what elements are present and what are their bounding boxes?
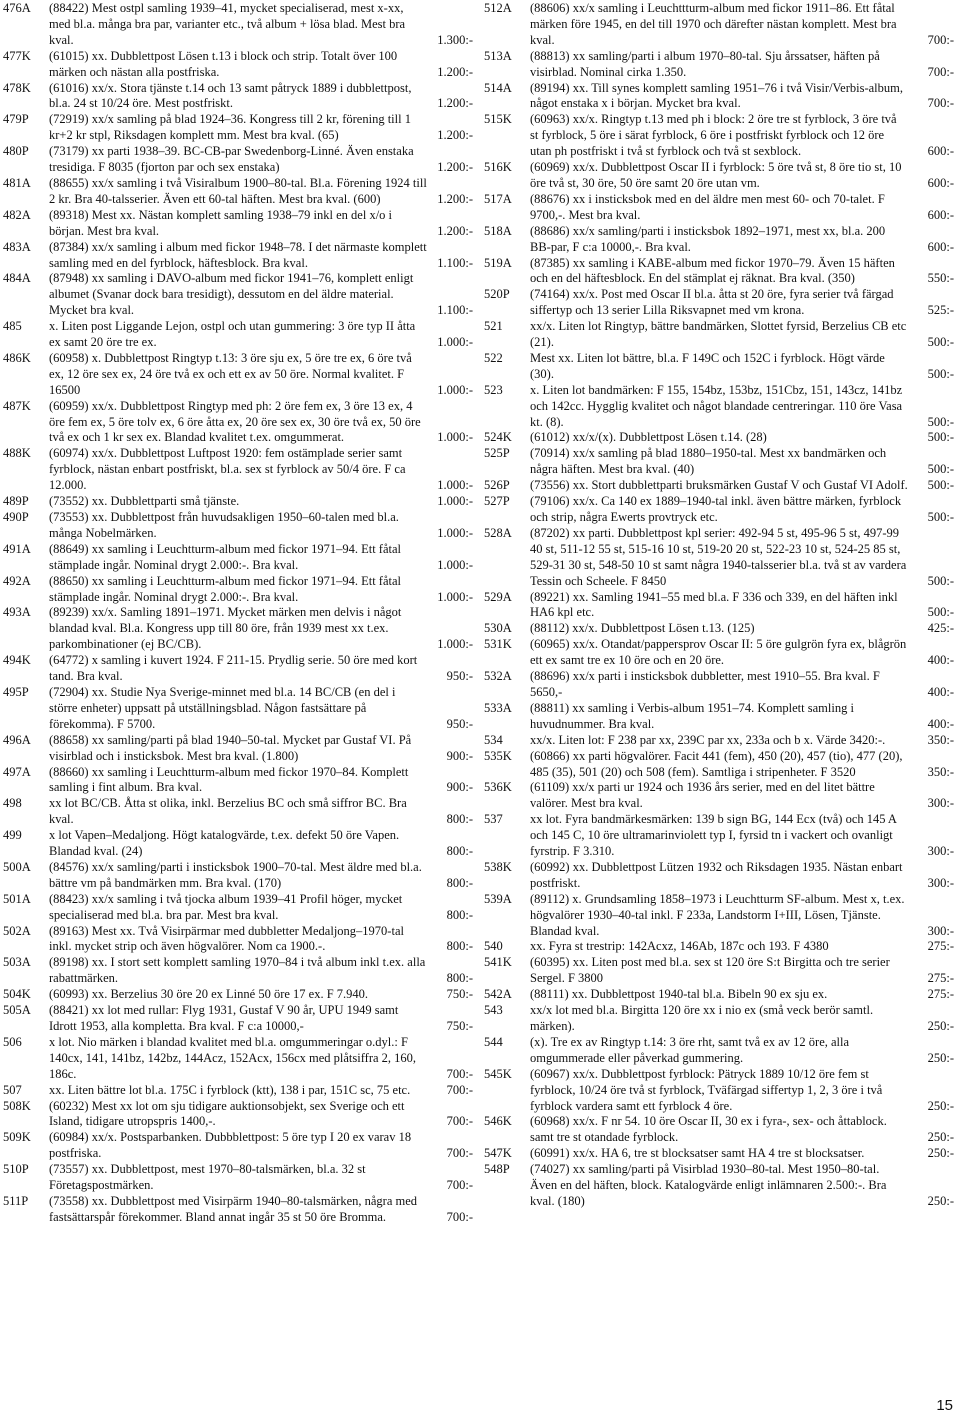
lot-entry <box>3 1162 473 1194</box>
lot-number: 487K <box>3 398 31 413</box>
lot-price: 300:- <box>927 796 954 811</box>
lot-entry <box>484 526 954 590</box>
lot-price: 750:- <box>446 987 473 1002</box>
lot-description: (64772) x samling i kuvert 1924. F 211-15. Prydlig serie. 50 öre med kort tand. Bra kval. <box>49 653 418 684</box>
lot-number: 511P <box>3 1193 29 1208</box>
lot-description: (88660) xx samling i Leuchtturm-album med fickor 1970–84. Komplett samling i fint album. Bra kval. <box>49 764 409 795</box>
lot-number: 491A <box>3 541 31 556</box>
lot-price: 1.000:- <box>437 335 473 350</box>
lot-price: 500:- <box>927 414 954 429</box>
lot-entry <box>484 637 954 669</box>
lot-entry <box>484 812 954 860</box>
lot-description: (60969) xx/x. Dubblettpost Oscar II i fyrblock: 5 öre två st, 8 öre tio st, 10 öre två st, 30 öre, 50 öre samt 20 öre utan vm. <box>530 160 902 190</box>
lot-price: 700:- <box>446 1178 473 1193</box>
lot-description: (60963) xx/x. Ringtyp t.13 med ph i block: 2 öre tre st fyrblock, 3 öre två st fyrblock, 5 öre i särat fyrblock, 6 öre i postfriskt fyrblock och 12 öre utan ph postfriskt i två st fyrblock och två st sexblock. <box>530 112 897 159</box>
lot-price: 250:- <box>927 1050 954 1065</box>
lot-price: 425:- <box>927 621 954 636</box>
lot-number: 538K <box>484 859 512 874</box>
lot-number: 480P <box>3 144 29 159</box>
lot-description: (60395) xx. Liten post med bl.a. sex st 120 öre S:t Birgitta och tre serier Sergel. F 3800 <box>530 955 890 986</box>
lot-number: 539A <box>484 891 512 906</box>
lot-price: 400:- <box>927 716 954 731</box>
lot-entry <box>3 240 473 272</box>
lot-entry <box>3 828 473 860</box>
lot-price: 1.000:- <box>437 382 473 397</box>
lot-price: 600:- <box>927 144 954 159</box>
lot-entry <box>3 987 473 1003</box>
lot-number: 541K <box>484 955 512 970</box>
lot-price: 1.200:- <box>437 96 473 111</box>
lot-price: 700:- <box>927 64 954 79</box>
lot-number: 526P <box>484 478 510 493</box>
lot-description: (60232) Mest xx lot om sju tidigare auktionsobjekt, sex Sverige och ett Island, tidigare utropspris 1400,-. <box>49 1098 405 1129</box>
lot-price: 500:- <box>927 478 954 493</box>
lot-number: 544 <box>484 1034 503 1049</box>
lot-description: (89194) xx. Till synes komplett samling 1951–76 i två Visir/Verbis-album, något enstaka x i början. Mycket bra kval. <box>530 80 903 111</box>
lot-number: 501A <box>3 891 31 906</box>
lot-price: 1.000:- <box>437 589 473 604</box>
lot-entry <box>3 796 473 828</box>
lot-price: 700:- <box>927 96 954 111</box>
lot-number: 515K <box>484 112 512 127</box>
lot-entry <box>3 1035 473 1083</box>
lot-price: 1.200:- <box>437 191 473 206</box>
lot-price: 1.200:- <box>437 128 473 143</box>
lot-price: 750:- <box>446 1019 473 1033</box>
lot-number: 524K <box>484 430 512 445</box>
lot-description: xx/x lot med bl.a. Birgitta 120 öre xx i nio ex (små veck berör samtl. märken). <box>530 1003 874 1033</box>
lot-description: (88696) xx/x parti i insticksbok dubbletter, mest 1910–55. Bra kval. F 5650,- <box>530 669 880 699</box>
lot-price: 950:- <box>446 716 473 731</box>
lot-description: (89112) x. Grundsamling 1858–1973 i Leuchtturm SF-album. Mest x, t.ex. högvalörer 1930–40-tal inkl. F 233a, Landstorm I+III, Lösen, Tjänste. Blandad kval. <box>530 891 905 938</box>
lot-entry <box>3 1083 473 1099</box>
lot-number: 536K <box>484 780 512 795</box>
lot-number: 510P <box>3 1162 29 1177</box>
lot-number: 485 <box>3 319 22 334</box>
lot-description: (61016) xx/x. Stora tjänste t.14 och 13 samt påtryck 1889 i dubblettpost, bl.a. 24 st 10/24 öre. Mest postfriskt. <box>49 80 412 111</box>
lot-price: 600:- <box>927 239 954 254</box>
lot-entry <box>3 892 473 924</box>
lot-description: (60992) xx. Dubblettpost Lützen 1932 och Riksdagen 1935. Nästan enbart postfriskt. <box>530 859 903 890</box>
lot-price: 250:- <box>927 1146 954 1161</box>
lot-description: (60958) x. Dubblettpost Ringtyp t.13: 3 öre sju ex, 5 öre tre ex, 6 öre två ex, 12 öre sex ex, 24 öre två ex och ett ex av 50 öre. Normal kvalitet. F 16500 <box>49 350 412 397</box>
lot-price: 500:- <box>927 605 954 620</box>
lot-entry <box>484 494 954 526</box>
lot-number: 521 <box>484 319 503 334</box>
lot-entry <box>3 685 473 733</box>
lot-entry <box>484 192 954 224</box>
lot-price: 700:- <box>927 32 954 47</box>
lot-entry <box>484 1003 954 1035</box>
lot-number: 507 <box>3 1082 22 1097</box>
lot-price: 500:- <box>927 573 954 588</box>
lot-price: 600:- <box>927 175 954 190</box>
lot-entry <box>484 939 954 955</box>
lot-price: 275:- <box>927 987 954 1002</box>
lot-description: (74164) xx/x. Post med Oscar II bl.a. åtta st 20 öre, fyra serier två färgad siffertyp och 13 serier Lilla Riksvapnet med vm krona. <box>530 287 894 318</box>
lot-price: 1.200:- <box>437 160 473 175</box>
lot-price: 275:- <box>927 971 954 986</box>
lot-number: 543 <box>484 1003 503 1018</box>
lot-entry <box>3 1130 473 1162</box>
lot-number: 484A <box>3 271 31 286</box>
lot-description: (89318) Mest xx. Nästan komplett samling 1938–79 inkl en del x/o i början. Mest bra kval. <box>49 207 393 238</box>
lot-price: 1.000:- <box>437 478 473 493</box>
lot-entry <box>3 1 473 49</box>
lot-price: 1.000:- <box>437 557 473 572</box>
lot-entry <box>484 319 954 351</box>
lot-entry <box>484 446 954 478</box>
lot-price: 500:- <box>927 510 954 524</box>
lot-price: 1.100:- <box>437 303 473 318</box>
lot-entry <box>484 49 954 81</box>
lot-description: (88422) Mest ostpl samling 1939–41, mycket specialiserad, mest x-xx, med bl.a. många bra par, varianter etc., två album + lösa blad. Mest bra kval. <box>49 1 406 47</box>
lot-number: 478K <box>3 80 31 95</box>
lot-number: 482A <box>3 207 31 222</box>
lot-number: 498 <box>3 796 22 811</box>
lot-entry <box>484 749 954 781</box>
lot-number: 534 <box>484 732 503 747</box>
lot-entry <box>3 49 473 81</box>
lot-description: (88649) xx samling i Leuchtturm-album med fickor 1971–94. Ett fåtal stämplade ingår. Nominal drygt 2.000:-. Bra kval. <box>49 541 402 572</box>
lot-price: 700:- <box>446 1209 473 1224</box>
lot-entry <box>484 81 954 113</box>
lot-description: (60993) xx. Berzelius 30 öre 20 ex Linné 50 öre 17 ex. F 7.940. <box>49 987 369 1002</box>
lot-entry <box>3 1194 473 1226</box>
lot-number: 514A <box>484 80 512 95</box>
lot-price: 550:- <box>927 271 954 286</box>
lot-entry <box>3 144 473 176</box>
lot-entry <box>484 351 954 383</box>
lot-description: xx lot. Fyra bandmärkesmärken: 139 b sign BG, 144 Ecx (två) och 145 A och 145 C, 10 öre ultramarinviolett typ I, fyrsid tn i vackert och ovanligt fyrstrip. F 3.310. <box>530 812 897 859</box>
lot-entry <box>484 987 954 1003</box>
lot-price: 300:- <box>927 875 954 890</box>
lot-number: 497A <box>3 764 31 779</box>
lot-description: (74027) xx samling/parti på Visirblad 1930–80-tal. Mest 1950–80-tal. Även en del häften, block. Katalogvärde enligt inlämnaren 2.500:-. Bra kval. (180) <box>530 1162 887 1208</box>
lot-description: (60974) xx/x. Dubblettpost Luftpost 1920: fem ostämplade serier samt fyrblock, nästan enbart postfriskt, bl.a. sex st fyrblock av 50/4 öre. F ca 12.000. <box>49 446 406 493</box>
lot-entry <box>3 1003 473 1035</box>
lot-description: (60991) xx/x. HA 6, tre st blocksatser samt HA 4 tre st blocksatser. <box>530 1146 865 1161</box>
lot-price: 250:- <box>927 1019 954 1033</box>
lot-number: 535K <box>484 748 512 763</box>
lot-number: 540 <box>484 939 503 954</box>
lot-description: xx/x. Liten lot: F 238 par xx, 239C par xx, 233a och b x. Värde 3420:-. <box>530 732 886 747</box>
lot-description: (72904) xx. Studie Nya Sverige-minnet med bl.a. 14 BC/CB (en del i större enheter) uppsatt på utställningsblad. Någon fastsättare på förekomma). F 5700. <box>49 684 396 731</box>
lot-description: (x). Tre ex av Ringtyp t.14: 3 öre rht, samt två ex av 12 öre, alla omgummerade eller påverkad gummering. <box>530 1034 850 1065</box>
lot-entry <box>484 287 954 319</box>
lot-number: 546K <box>484 1114 512 1129</box>
lot-price: 1.100:- <box>437 255 473 270</box>
lot-number: 496A <box>3 732 31 747</box>
lot-description: (88811) xx samling i Verbis-album 1951–74. Komplett samling i huvudnummer. Bra kval. <box>530 700 854 731</box>
lot-description: (60965) xx/x. Otandat/pappersprov Oscar II: 5 öre gulgrön fyra ex, blågrön ett ex samt tre ex 10 öre och en 20 öre. <box>530 637 907 668</box>
page-number: 15 <box>936 1397 953 1414</box>
lot-entry <box>484 701 954 733</box>
lot-number: 509K <box>3 1130 31 1145</box>
lot-price: 700:- <box>446 1114 473 1129</box>
lot-number: 477K <box>3 48 31 63</box>
lot-price: 250:- <box>927 1098 954 1113</box>
lot-entry <box>484 1035 954 1067</box>
lot-description: xx. Fyra st trestrip: 142Acxz, 146Ab, 187c och 193. F 4380 <box>530 939 829 954</box>
lot-entry <box>3 399 473 447</box>
lot-number: 499 <box>3 828 22 843</box>
lot-description: (60959) xx/x. Dubblettpost Ringtyp med ph: 2 öre fem ex, 3 öre 13 ex, 4 öre fem ex, 5 öre tolv ex, 6 öre åtta ex, 20 öre sex ex, 30 öre två ex, 50 öre två ex och 1 kr sex ex. Blandad kvalitet t.ex. omgummerat. <box>49 398 421 445</box>
lot-entry <box>3 1099 473 1131</box>
lot-number: 512A <box>484 1 512 15</box>
lot-entry <box>484 621 954 637</box>
lot-number: 537 <box>484 812 503 827</box>
lot-description: (73558) xx. Dubblettpost med Visirpärm 1940–80-talsmärken, några med fastsättarspår förekommer. Bland annat ingår 35 st 50 öre Bromma. <box>49 1193 418 1224</box>
lot-number: 533A <box>484 700 512 715</box>
lot-number: 525P <box>484 446 510 461</box>
lot-price: 600:- <box>927 207 954 222</box>
lot-description: xx/x. Liten lot Ringtyp, bättre bandmärken, Slottet fyrsid, Berzelius CB etc (21). <box>530 319 907 350</box>
lot-number: 528A <box>484 525 512 540</box>
lot-number: 488K <box>3 446 31 461</box>
lot-entry <box>484 1067 954 1115</box>
lot-price: 800:- <box>446 971 473 986</box>
lot-entry <box>3 733 473 765</box>
lot-number: 513A <box>484 48 512 63</box>
lot-number: 532A <box>484 669 512 684</box>
lot-number: 529A <box>484 589 512 604</box>
lot-entry <box>484 160 954 192</box>
lot-number: 502A <box>3 923 31 938</box>
lot-price: 275:- <box>927 939 954 954</box>
lot-number: 486K <box>3 350 31 365</box>
lot-description: (60968) xx/x. F nr 54. 10 öre Oscar II, 30 ex i fyra-, sex- och åttablock. samt tre st otandade fyrblock. <box>530 1114 887 1145</box>
lot-number: 522 <box>484 350 503 365</box>
lot-entry <box>484 1146 954 1162</box>
lot-entry <box>484 590 954 622</box>
lot-number: 494K <box>3 653 31 668</box>
lot-entry <box>3 271 473 319</box>
lot-price: 500:- <box>927 366 954 381</box>
lot-price: 250:- <box>927 1130 954 1145</box>
lot-number: 483A <box>3 239 31 254</box>
lot-price: 900:- <box>446 780 473 795</box>
lot-price: 800:- <box>446 812 473 827</box>
lot-price: 800:- <box>446 844 473 859</box>
lot-number: 508K <box>3 1098 31 1113</box>
lot-entry <box>3 176 473 208</box>
lot-description: (88112) xx/x. Dubblettpost Lösen t.13. (125) <box>530 621 755 636</box>
lot-number: 545K <box>484 1066 512 1081</box>
lot-number: 531K <box>484 637 512 652</box>
lot-price: 1.000:- <box>437 637 473 652</box>
lot-entry <box>3 574 473 606</box>
lot-price: 800:- <box>446 875 473 890</box>
lot-entry <box>484 955 954 987</box>
lot-description: x lot Vapen–Medaljong. Högt katalogvärde, t.ex. defekt 50 öre Vapen. Blandad kval. (24) <box>49 828 400 859</box>
lot-entry <box>484 892 954 940</box>
lot-description: (60866) xx parti högvalörer. Facit 441 (fem), 450 (20), 457 (tio), 477 (20), 485 (35), 501 (20) och 508 (fem). Samtliga i stripenheter. F 3520 <box>530 748 903 779</box>
lot-description: (88111) xx. Dubblettpost 1940-tal bl.a. Bibeln 90 ex sju ex. <box>530 987 828 1002</box>
lot-description: xx lot BC/CB. Åtta st olika, inkl. Berzelius BC och små siffror BC. Bra kval. <box>49 796 407 827</box>
lot-price: 1.000:- <box>437 494 473 509</box>
lot-entry <box>484 733 954 749</box>
lot-column-right <box>484 1 954 1210</box>
lot-description: (73552) xx. Dubblettparti små tjänste. <box>49 494 240 509</box>
lot-price: 500:- <box>927 462 954 477</box>
lot-description: (87384) xx/x samling i album med fickor 1948–78. I det närmaste komplett samling med en del fyrblock, häftesblock. Bra kval. <box>49 239 427 270</box>
lot-entry <box>484 112 954 160</box>
lot-number: 516K <box>484 160 512 175</box>
lot-entry <box>3 924 473 956</box>
lot-number: 481A <box>3 175 31 190</box>
lot-price: 350:- <box>927 764 954 779</box>
lot-description: (88606) xx/x samling i Leuchttturm-album med fickor 1911–86. Ett fåtal märken före 1945, en del till 1970 och därefter nästan komplett. Mest bra kval. <box>530 1 897 47</box>
lot-price: 800:- <box>446 907 473 922</box>
lot-entry <box>3 510 473 542</box>
lot-price: 900:- <box>446 748 473 763</box>
lot-number: 476A <box>3 1 31 15</box>
lot-description: (87202) xx parti. Dubblettpost kpl serier: 492-94 5 st, 495-96 5 st, 497-99 40 st, 511-12 55 st, 515-16 10 st, 519-20 20 st, 522-23 10 st, 524-25 85 st, 529-31 30 st, 548-50 10 st samt några 1940-talsserier bl.a. två st av vardera Tessin och Scheele. F 8450 <box>530 525 907 588</box>
lot-number: 548P <box>484 1162 510 1177</box>
lot-description: (61012) xx/x/(x). Dubblettpost Lösen t.14. (28) <box>530 430 767 445</box>
lot-number: 492A <box>3 573 31 588</box>
lot-entry <box>3 446 473 494</box>
lot-entry <box>3 542 473 574</box>
lot-entry <box>484 669 954 701</box>
lot-description: (88421) xx lot med rullar: Flyg 1931, Gustaf V 90 år, UPU 1949 samt Idrott 1953, alla kompletta. Bra kval. F c:a 10000,- <box>49 1003 399 1033</box>
lot-number: 523 <box>484 382 503 397</box>
lot-number: 530A <box>484 621 512 636</box>
lot-description: (84576) xx/x samling/parti i insticksbok 1900–70-tal. Mest äldre med bl.a. bättre vm på bandmärken mm. Bra kval. (170) <box>49 859 422 890</box>
lot-entry <box>484 478 954 494</box>
lot-description: (61015) xx. Dubblettpost Lösen t.13 i block och strip. Totalt över 100 märken och nästan alla postfriska. <box>49 48 398 79</box>
lot-price: 525:- <box>927 303 954 318</box>
lot-number: 542A <box>484 987 512 1002</box>
lot-number: 479P <box>3 112 29 127</box>
lot-description: Mest xx. Liten lot bättre, bl.a. F 149C och 152C i fyrblock. Högt värde (30). <box>530 350 885 381</box>
lot-description: (73179) xx parti 1938–39. BC-CB-par Swedenborg-Linné. Även enstaka tresidiga. F 8035 (fjorton par och sex enstaka) <box>49 144 414 175</box>
lot-number: 506 <box>3 1034 22 1049</box>
lot-entry <box>3 955 473 987</box>
lot-description: (61109) xx/x parti ur 1924 och 1936 års serier, med en del litet bättre valörer. Mest bra kval. <box>530 780 875 811</box>
lot-description: (79106) xx/x. Ca 140 ex 1889–1940-tal inkl. även bättre märken, fyrblock och strip, några Ewerts provtryck etc. <box>530 494 902 524</box>
lot-number: 504K <box>3 987 31 1002</box>
lot-entry <box>3 208 473 240</box>
lot-entry <box>3 494 473 510</box>
lot-number: 495P <box>3 684 29 699</box>
lot-description: (73553) xx. Dubblettpost från huvudsakligen 1950–60-talen med bl.a. många Nobelmärken. <box>49 510 399 540</box>
lot-entry <box>484 430 954 446</box>
lot-entry <box>484 1162 954 1210</box>
lot-entry <box>484 860 954 892</box>
lot-description: (73557) xx. Dubblettpost, mest 1970–80-talsmärken, bl.a. 32 st Företagspostmärken. <box>49 1162 366 1193</box>
lot-price: 700:- <box>446 1146 473 1161</box>
lot-price: 700:- <box>446 1066 473 1081</box>
lot-price: 800:- <box>446 939 473 954</box>
lot-number: 493A <box>3 605 31 620</box>
lot-description: (89239) xx/x. Samling 1891–1971. Mycket märken men delvis i något blandad kval. Bl.a. Kongress upp till 80 öre, från 1939 mest xx t.ex. parkombinationer (ej BC/CB). <box>49 605 402 652</box>
lot-description: (88650) xx samling i Leuchtturm-album med fickor 1971–94. Ett fåtal stämplade ingår. Nominal drygt 2.000:-. Bra kval. <box>49 573 402 604</box>
lot-number: 489P <box>3 494 29 509</box>
lot-description: (60967) xx/x. Dubblettpost fyrblock: Pätryck 1889 10/12 öre fem st fyrblock, 10/24 öre två st fyrblock, Tväfärgad siffertyp 1, 2, 3 öre i två fyrblock vardera samt ett fyrblock 4 öre. <box>530 1066 883 1113</box>
lot-price: 1.000:- <box>437 430 473 445</box>
lot-entry <box>484 1114 954 1146</box>
lot-column-left <box>3 1 473 1226</box>
lot-number: 500A <box>3 859 31 874</box>
lot-description: (88423) xx/x samling i två tjocka album 1939–41 Profil höger, mycket specialiserad med bl.a. bra par. Mest bra kval. <box>49 891 403 922</box>
lot-entry <box>484 224 954 256</box>
lot-number: 527P <box>484 494 510 509</box>
lot-description: (72919) xx/x samling på blad 1924–36. Kongress till 2 kr, förening till 1 kr+2 kr stpl, Riksdagen komplett mm. Mest bra kval. (65) <box>49 112 411 143</box>
lot-description: xx. Liten bättre lot bl.a. 175C i fyrblock (ktt), 138 i par, 151C sc, 75 etc. <box>49 1082 411 1097</box>
lot-number: 517A <box>484 191 512 206</box>
lot-entry <box>3 351 473 399</box>
lot-description: x. Liten post Liggande Lejon, ostpl och utan gummering: 3 öre typ II åtta ex samt 20 öre tre ex. <box>49 319 416 350</box>
lot-description: x lot. Nio märken i blandad kvalitet med bl.a. omgummeringar o.dyl.: F 140cx, 141, 141bz, 142bz, 144Acz, 152Acx, 156cx med plåtsiffra 2, 160, 186c. <box>49 1034 417 1081</box>
lot-price: 1.000:- <box>437 525 473 540</box>
lot-price: 400:- <box>927 684 954 699</box>
lot-entry <box>3 81 473 113</box>
lot-price: 500:- <box>927 335 954 350</box>
lot-price: 300:- <box>927 844 954 859</box>
lot-description: (87948) xx samling i DAVO-album med fickor 1941–76, komplett enligt albumet (Svanar dock bara tresidigt), dessutom en del äldre material. Mycket bra kval. <box>49 271 414 318</box>
lot-price: 250:- <box>927 1193 954 1208</box>
lot-number: 505A <box>3 1003 31 1018</box>
lot-entry <box>484 1 954 49</box>
lot-price: 1.200:- <box>437 223 473 238</box>
lot-description: (88813) xx samling/parti i album 1970–80-tal. Sju årssatser, häften på visirblad. Nominal cirka 1.350. <box>530 48 880 79</box>
lot-description: (89163) Mest xx. Två Visirpärmar med dubbletter Medaljong–1970-tal inkl. mycket strip och även högvalörer. Nom ca 1900.-. <box>49 923 404 954</box>
lot-number: 520P <box>484 287 510 302</box>
lot-description: (88658) xx samling/parti på blad 1940–50-tal. Mycket par Gustaf VI. På visirblad och i insticksbok. Mest bra kval. (1.800) <box>49 732 412 763</box>
lot-number: 518A <box>484 223 512 238</box>
lot-entry <box>3 112 473 144</box>
lot-number: 519A <box>484 255 512 270</box>
lot-description: (87385) xx samling i KABE-album med fickor 1970–79. Även 15 häften och en del häftesblock. En del stämplat ej räknat. Bra kval. (350) <box>530 255 895 286</box>
lot-price: 1.300:- <box>437 32 473 47</box>
lot-number: 547K <box>484 1146 512 1161</box>
lot-price: 1.200:- <box>437 64 473 79</box>
lot-entry <box>3 860 473 892</box>
lot-description: (70914) xx/x samling på blad 1880–1950-tal. Mest xx bandmärken och några häften. Mest bra kval. (40) <box>530 446 887 477</box>
lot-description: (88686) xx/x samling/parti i insticksbok 1892–1971, mest xx, bl.a. 200 BB-par, F c:a 10000,-. Bra kval. <box>530 223 886 254</box>
lot-price: 400:- <box>927 653 954 668</box>
lot-number: 490P <box>3 510 29 524</box>
lot-description: x. Liten lot bandmärken: F 155, 154bz, 153bz, 151Cbz, 151, 143cz, 141bz och 142cc. Hygglig kvalitet och något blandade centreringar. 110 öre Vasa kt. (8). <box>530 382 903 429</box>
lot-description: (88655) xx/x samling i två Visiralbum 1900–80-tal. Bl.a. Förening 1924 till 2 kr. Bra 40-talsserier. Även ett 60-tal häften. Mest bra kval. (600) <box>49 175 427 206</box>
lot-entry <box>484 256 954 288</box>
lot-price: 950:- <box>446 669 473 684</box>
lot-description: (89198) xx. I stort sett komplett samling 1970–84 i två album inkl t.ex. alla rabattmärken. <box>49 955 426 986</box>
lot-price: 500:- <box>927 430 954 445</box>
lot-entry <box>3 765 473 797</box>
lot-entry <box>484 780 954 812</box>
lot-number: 503A <box>3 955 31 970</box>
lot-description: (60984) xx/x. Postsparbanken. Dubbblettpost: 5 öre typ I 20 ex varav 18 postfriska. <box>49 1130 412 1161</box>
lot-entry <box>484 383 954 431</box>
lot-price: 350:- <box>927 732 954 747</box>
lot-entry <box>3 653 473 685</box>
lot-description: (89221) xx. Samling 1941–55 med bl.a. F 336 och 339, en del häften inkl HA6 kpl etc. <box>530 589 898 620</box>
lot-price: 700:- <box>446 1082 473 1097</box>
lot-description: (73556) xx. Stort dubblettparti bruksmärken Gustaf V och Gustaf VI Adolf. <box>530 478 908 493</box>
lot-price: 300:- <box>927 923 954 938</box>
lot-entry <box>3 319 473 351</box>
lot-description: (88676) xx i insticksbok med en del äldre men mest 60- och 70-talet. F 9700,-. Mest bra kval. <box>530 191 885 222</box>
lot-entry <box>3 605 473 653</box>
